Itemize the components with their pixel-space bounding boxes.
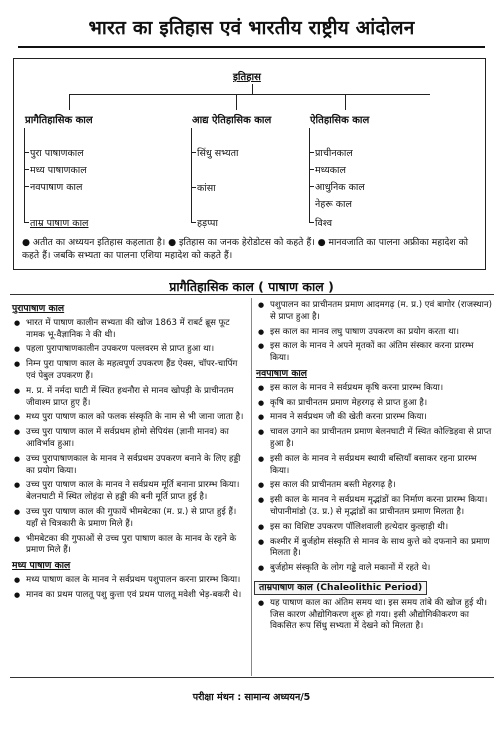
branch3-tick-1 bbox=[309, 152, 314, 153]
branch3-item: प्राचीनकाल bbox=[315, 148, 353, 159]
left-column bbox=[12, 300, 247, 605]
list-item: ● इस काल के मानव ने अपने मृतकों का अंतिम संस्कार करना प्रारम्भ किया। bbox=[256, 341, 494, 365]
branch1-item: मध्य पाषाणकाल bbox=[30, 165, 87, 176]
branch1-tick-3 bbox=[24, 186, 29, 187]
list-item: ● मानव ने सर्वप्रथम जौ की खेती करना प्रारम्भ किया। bbox=[256, 412, 494, 424]
section-title: प्रागैतिहासिक काल ( पाषाण काल ) bbox=[169, 279, 334, 294]
branch3-item: विश्व bbox=[315, 218, 333, 229]
tree-root-connector bbox=[252, 84, 253, 94]
branch3-item: मध्यकाल bbox=[315, 165, 346, 176]
mesolithic-heading: मध्य पाषाण काल bbox=[12, 560, 71, 572]
branch2-item: सिंधु सभ्यता bbox=[197, 148, 239, 159]
branch2-trunk bbox=[191, 128, 192, 223]
branch2-tick-3 bbox=[191, 222, 196, 223]
neolithic-heading: नवपाषाण काल bbox=[256, 367, 308, 379]
branch1-tick-2 bbox=[24, 169, 29, 170]
tree-connector-3 bbox=[345, 94, 346, 110]
list-item: ● मध्य पाषाण काल के मानव ने सर्वप्रथम पशुपालन करना प्रारम्भ किया। bbox=[12, 575, 247, 587]
branch2-tick-1 bbox=[191, 152, 196, 153]
branch2-item: हड़प्पा bbox=[197, 218, 218, 229]
tree-branch-historic: ऐतिहासिक काल bbox=[310, 115, 370, 126]
list-item: ● यह पाषाण काल का अंतिम समय था। इस समय तांबे की खोज हुई थी। जिस कारण औद्योगिकरण शुरू हो गया। इसी औद्योगिकीकरण का विकसित रूप सिंधु सभ्यता में देखने को मिलता है। bbox=[256, 598, 494, 633]
tree-branch-rail bbox=[69, 94, 430, 95]
branch3-item: नेहरू काल bbox=[315, 199, 352, 210]
list-item: ● उच्च पुरा पाषाण काल की गुफायें भीमबेटका (म. प्र.) से प्राप्त हुई हैं। यहाँ से चित्रकारी के प्रमाण मिले हैं। bbox=[12, 507, 247, 531]
list-item: ● उच्च पुरा पाषाण काल के मानव ने सर्वप्रथम मूर्ति बनाना प्रारम्भ किया। बेलनघाटी में स्थित लोहंदा से हड्डी की बनी मूर्ति प्राप्त हुई है। bbox=[12, 480, 247, 504]
right-column bbox=[256, 300, 494, 636]
tree-root: इतिहास bbox=[233, 72, 261, 83]
branch1-item: ताम्र पाषाण काल bbox=[30, 218, 89, 229]
section-title-rule bbox=[10, 294, 494, 295]
branch3-tick-2 bbox=[309, 169, 314, 170]
list-item: ● कृषि का प्राचीनतम प्रमाण मेहरगढ़ से प्राप्त हुआ है। bbox=[256, 398, 494, 410]
branch3-item: आधुनिक काल bbox=[315, 182, 365, 193]
page-footer: परीक्षा मंथन : सामान्य अध्ययन/5 bbox=[192, 692, 311, 703]
branch1-tick-1 bbox=[24, 152, 29, 153]
list-item: ● चावल उगाने का प्राचीनतम प्रमाण बेलनघाटी में स्थित कोल्डिहवा से प्राप्त हुआ है। bbox=[256, 427, 494, 451]
list-item: ● इस काल के मानव ने सर्वप्रथम कृषि करना प्रारम्भ किया। bbox=[256, 383, 494, 395]
list-item: ● मानव का प्रथम पालतू पशु कुत्ता एवं प्रथम पालतू मवेशी भेड़-बकरी थे। bbox=[12, 590, 247, 602]
branch2-item: कांसा bbox=[197, 183, 216, 194]
list-item: ● उच्च पुरा पाषाण काल में सर्वप्रथम होमो सेपियंस (ज्ञानी मानव) का आविर्भाव हुआ। bbox=[12, 427, 247, 451]
branch3-trunk bbox=[309, 128, 310, 223]
list-item: ● इसी काल के मानव ने सर्वप्रथम मृद्भांडों का निर्माण करना प्रारम्भ किया। चोपानीमांडो (उ. प्र.) से मृद्भांडों का प्राचीनतम प्रमाण मिलता है। bbox=[256, 495, 494, 519]
branch1-tick-4 bbox=[24, 222, 29, 223]
list-item: ● इसी काल के मानव ने सर्वप्रथम स्थायी बस्तियाँ बसाकर रहना प्रारम्भ किया। bbox=[256, 454, 494, 478]
list-item: ● पहला पुरापाषाणकालीन उपकरण पल्लवरम से प्राप्त हुआ था। bbox=[12, 344, 247, 356]
list-item: ● उच्च पुरापाषाणकाल के मानव ने सर्वप्रथम उपकरण बनाने के लिए हड्डी का प्रयोग किया। bbox=[12, 454, 247, 478]
branch1-trunk bbox=[24, 128, 25, 223]
tree-connector-2 bbox=[236, 94, 237, 110]
branch1-item: नवपाषाण काल bbox=[30, 182, 83, 193]
list-item: ● इस काल का मानव लघु पाषाण उपकरण का प्रयोग करता था। bbox=[256, 327, 494, 339]
branch3-tick-4 bbox=[309, 222, 314, 223]
footer-rule bbox=[10, 677, 494, 678]
branch3-tick-3 bbox=[309, 186, 314, 187]
tree-branch-prehistoric: प्रागैतिहासिक काल bbox=[25, 115, 93, 126]
list-item: ● मध्य पुरा पाषाण काल को फलक संस्कृति के नाम से भी जाना जाता है। bbox=[12, 412, 247, 424]
list-item: ● इस काल की प्राचीनतम बस्ती मेहरगढ़ है। bbox=[256, 480, 494, 492]
tree-branch-protohistoric: आद्य ऐतिहासिक काल bbox=[192, 115, 272, 126]
list-item: ● भीमबेटका की गुफाओं से उच्च पुरा पाषाण काल के मानव के रहने के प्रमाण मिले हैं। bbox=[12, 534, 247, 558]
list-item: ● निम्न पुरा पाषाण काल के महत्वपूर्ण उपकरण हैंड ऐक्स, चॉपर-चापिंग एवं पेबुल उपकरण हैं। bbox=[12, 359, 247, 383]
page-title: भारत का इतिहास एवं भारतीय राष्ट्रीय आंदोलन bbox=[88, 17, 415, 39]
list-item: ● कश्मीर में बुर्जहोम संस्कृति से मानव के साथ कुत्ते को दफनाने का प्रमाण मिलता है। bbox=[256, 537, 494, 561]
list-item: ● पशुपालन का प्राचीनतम प्रमाण आदमगढ़ (म. प्र.) एवं बागोर (राजस्थान) से प्राप्त हुआ है। bbox=[256, 300, 494, 324]
paleolithic-heading: पुरापाषाण काल bbox=[12, 303, 65, 314]
branch2-tick-2 bbox=[191, 187, 196, 188]
chalcolithic-heading: ताम्रपाषाण काल (Chaleolithic Period) bbox=[254, 581, 427, 595]
column-divider bbox=[251, 298, 252, 676]
branch1-item: पुरा पाषाणकाल bbox=[30, 148, 84, 159]
tree-note: ● अतीत का अध्ययन इतिहास कहलाता है। ● इतिहास का जनक हेरोडोटस को कहते हैं। ● मानवजाति का पालना अफ्रीका महादेश को कहते हैं। जबकि सभ्यता का पालना एशिया महादेश को कहते हैं। bbox=[22, 237, 469, 261]
list-item: ● म. प्र. में नर्मदा घाटी में स्थित हथनौरा से मानव खोपड़ी के प्राचीनतम जीवाश्म प्राप्त हुए हैं। bbox=[12, 386, 247, 410]
list-item: ● भारत में पाषाण कालीन सभ्यता की खोज 1863 में राबर्ट ब्रूस फूट नामक भू-वैज्ञानिक ने की थी। bbox=[12, 318, 247, 342]
list-item: ● बुर्जहोम संस्कृति के लोग गड्ढे वाले मकानों में रहते थे। bbox=[256, 563, 494, 575]
title-underline bbox=[18, 46, 485, 48]
list-item: ● इस का विशिष्ट उपकरण पॉलिशवाली हत्थेदार कुल्हाड़ी थी। bbox=[256, 522, 494, 534]
tree-connector-1 bbox=[69, 94, 70, 110]
